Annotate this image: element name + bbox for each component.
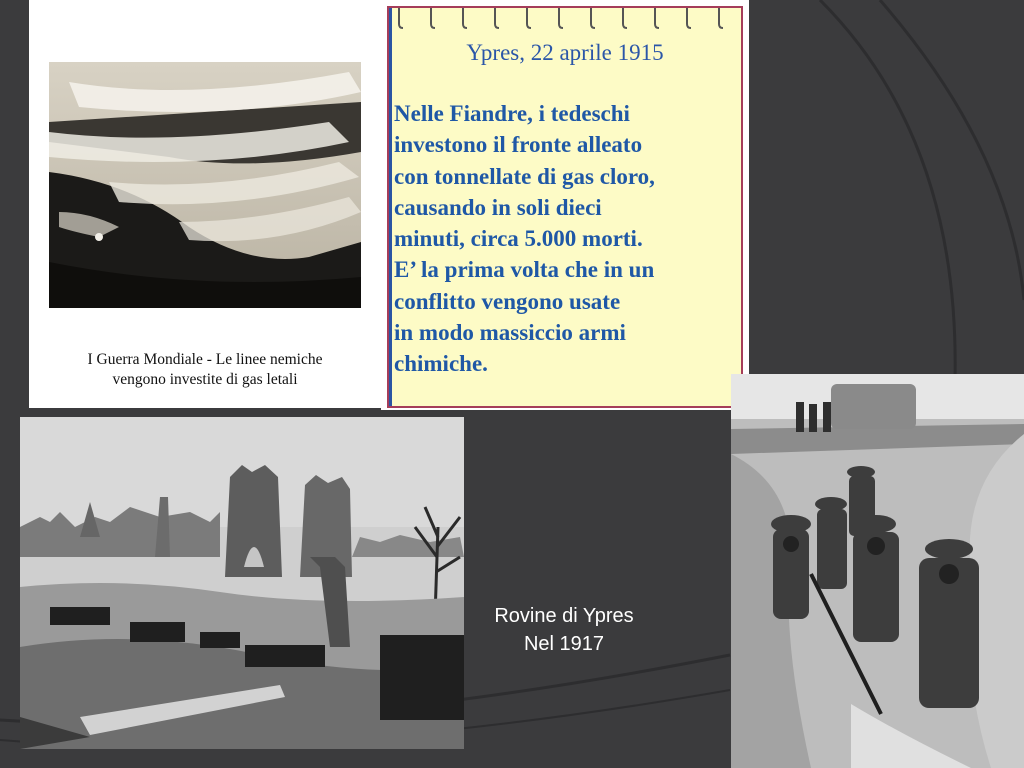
gas-photo-caption [29, 350, 381, 390]
caption-line-1: I Guerra Mondiale - Le linee nemiche [87, 351, 323, 368]
notebook-line: chimiche. [394, 351, 488, 377]
gas-clouds-photo [49, 62, 361, 308]
notebook-date: Ypres, 22 aprile 1915 [466, 40, 664, 65]
ruins-label-line-2: Nel 1917 [523, 633, 605, 655]
ypres-ruins-photo [20, 417, 464, 749]
soldiers-gas-masks-trench-photo [731, 374, 1024, 768]
notebook-margin-line [389, 8, 392, 406]
notebook-line: E’ la prima volta che in un [394, 257, 655, 283]
notebook-line: investono il fronte alleato [394, 132, 643, 158]
notebook-line: Nelle Fiandre, i tedeschi [394, 101, 630, 126]
ruins-label [462, 602, 666, 658]
spiral-binding-icon [389, 6, 741, 32]
gas-attack-card [29, 0, 381, 408]
notebook-line: conflitto vengono usate [394, 288, 621, 314]
notebook-text [394, 98, 744, 380]
notebook-line: minuti, circa 5.000 morti. [394, 226, 643, 252]
notebook-line: causando in soli dieci [394, 194, 602, 220]
notebook-note [381, 0, 749, 410]
caption-line-2: vengono investite di gas letali [112, 371, 298, 388]
notebook-line: in modo massiccio armi [394, 320, 626, 346]
ruins-label-line-1: Rovine di Ypres [494, 605, 634, 627]
notebook-line: con tonnellate di gas cloro, [394, 163, 655, 189]
